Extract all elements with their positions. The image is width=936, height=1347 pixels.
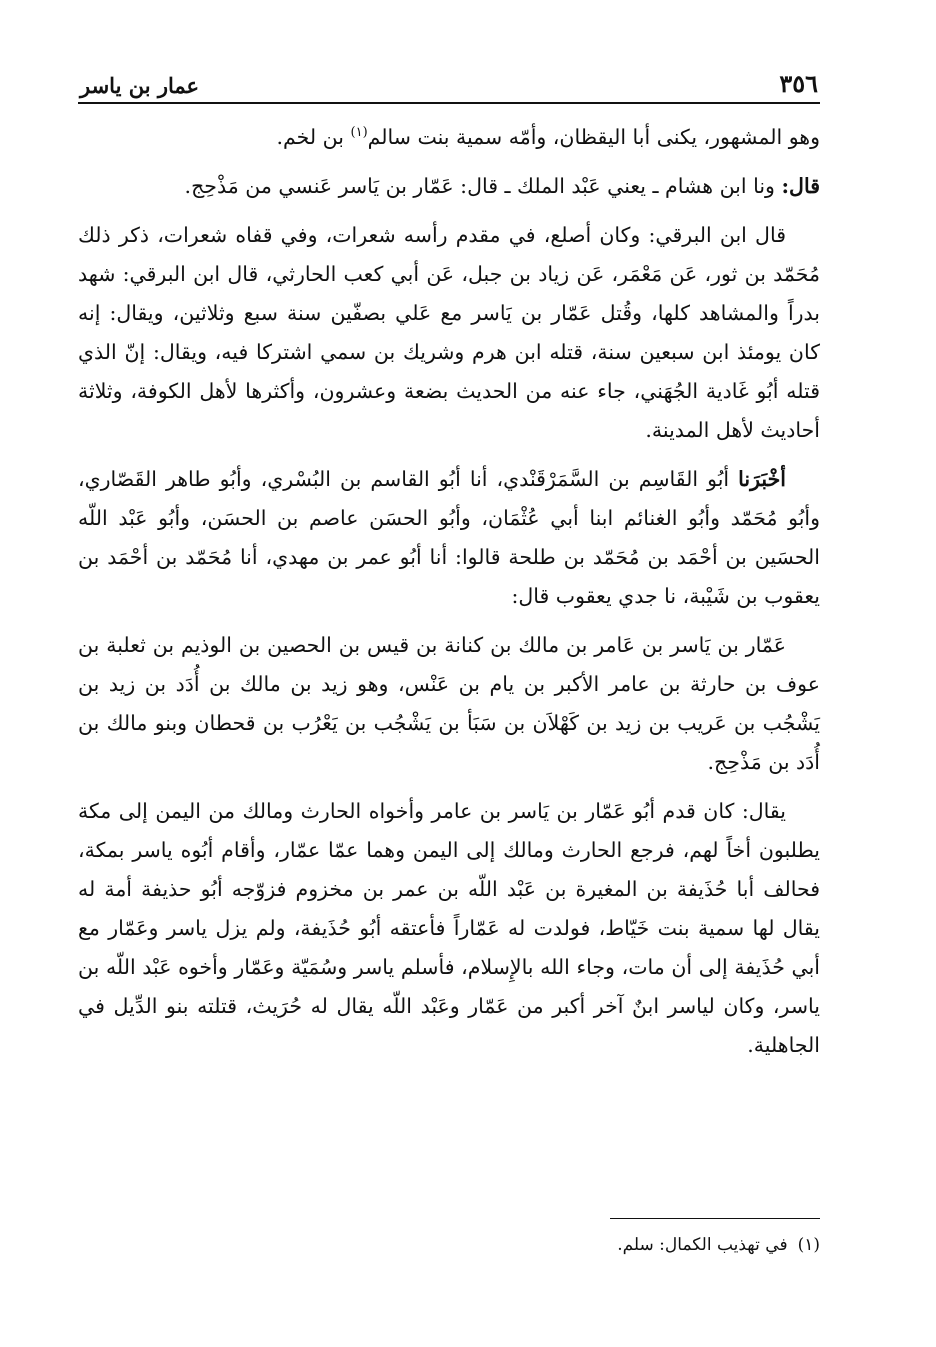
paragraph-text: عَمّار بن يَاسر بن عَامر بن مالك بن كنانة بن قيس بن الحصين بن الوذيم بن ثعلبة بن عوف بن حارثة بن عامر الأكبر بن يام بن عَنْس، وهو زيد بن مالك بن أُدَد بن زيد بن يَشْجُب بن عَريب بن زيد بن كَهْلاَن بن سَبَأ بن يَشْجُب بن يَعْرُب بن قحطان وبنو مالك بن أُدَد بن مَذْحِج. (78, 633, 820, 774)
paragraph-text: أبُو القَاسِم بن السَّمَرْقَنْدي، أنا أبُو القاسم بن البُسْري، وأبُو طاهر القَصّاري، وأبُو مُحَمّد وأبُو الغنائم ابنا أبي عُثْمَان، وأبُو الحسَن عاصم بن الحسَن، وأبُو عَبْد اللّه الحسَين بن أحْمَد بن مُحَمّد بن طلحة قالوا: أنا أبُو عمر بن مهدي، أنا مُحَمّد بن أحْمَد بن يعقوب بن شَيْبة، نا جدي يعقوب قال: (78, 467, 820, 608)
paragraph-text: وهو المشهور، يكنى أبا اليقظان، وأمّه سمية بنت سالم (367, 125, 820, 149)
paragraph-text: ونا ابن هشام ـ يعني عَبْد الملك ـ قال: عَمّار بن يَاسر عَنسي من مَذْحِج. (184, 174, 782, 198)
paragraph (78, 626, 820, 782)
paragraph-lead-word: قال: (781, 174, 820, 198)
footnote-text: في تهذيب الكمال: سلم. (617, 1235, 788, 1255)
paragraph-lead-word: أخْبَرَنا (738, 467, 786, 491)
paragraph (78, 167, 820, 206)
page-number: ٣٥٦ (779, 69, 818, 98)
paragraph (78, 460, 820, 616)
paragraph-text: قال ابن البرقي: وكان أصلع، في مقدم رأسه شعرات، وفي قفاه شعرات، ذكر ذلك مُحَمّد بن ثور، عَن مَعْمَر، عَن زياد بن جبل، عَن أبي كعب الحارثي، قال ابن البرقي: شهد بدراً والمشاهد كلها، وقُتل عَمّار بن يَاسر مع عَلي بصفّين سنة سبع وثلاثين، ويقال: إنه كان يومئذ ابن سبعين سنة، قتله ابن هرم وشريك بن سمي اشتركا فيه، ويقال: إنّ الذي قتله أبُو غَادية الجُهَني، جاء عنه من الحديث بضعة وعشرون، وأكثرها لأهل الكوفة، وثلاثة أحاديث لأهل المدينة. (78, 223, 821, 442)
footnote-number: (١) (797, 1235, 820, 1255)
paragraph-text: بن لخم. (276, 125, 351, 149)
paragraph (78, 216, 820, 450)
footnotes (617, 1232, 820, 1258)
running-title: عمار بن ياسر (80, 73, 200, 98)
paragraph (78, 118, 820, 157)
footnote-reference[interactable]: (١) (350, 125, 368, 141)
main-text (78, 118, 820, 1065)
paragraph (78, 792, 820, 1065)
footnote-separator (610, 1218, 820, 1219)
running-header (78, 62, 820, 104)
book-page (78, 62, 820, 1065)
footnote (617, 1232, 820, 1258)
paragraph-text: يقال: كان قدم أبُو عَمّار بن يَاسر بن عامر وأخواه الحارث ومالك من اليمن إلى مكة يطلبون أخاً لهم، فرجع الحارث ومالك إلى اليمن وهما عمّا عمّار، وأقام أبُوه ياسر بمكة، فحالف أبا حُذَيفة بن المغيرة بن عَبْد اللّه بن عمر بن مخزوم فزوّجه أبُو حذيفة أمة له يقال لها سمية بنت خَيّاط، فولدت له عَمّاراً فأعتقه أبُو حُذَيفة، ولم يزل ياسر وعَمّار مع أبي حُذَيفة إلى أن مات، وجاء الله بالإِسلام، فأسلم ياسر وسُمَيّة وعَمّار وأخوه عَبْد اللّه بن ياسر، وكان لياسر ابنٌ آخر أكبر من عَمّار وعَبْد اللّه يقال له حُرَيث، قتلته بنو الدِّيل في الجاهلية. (78, 799, 820, 1057)
